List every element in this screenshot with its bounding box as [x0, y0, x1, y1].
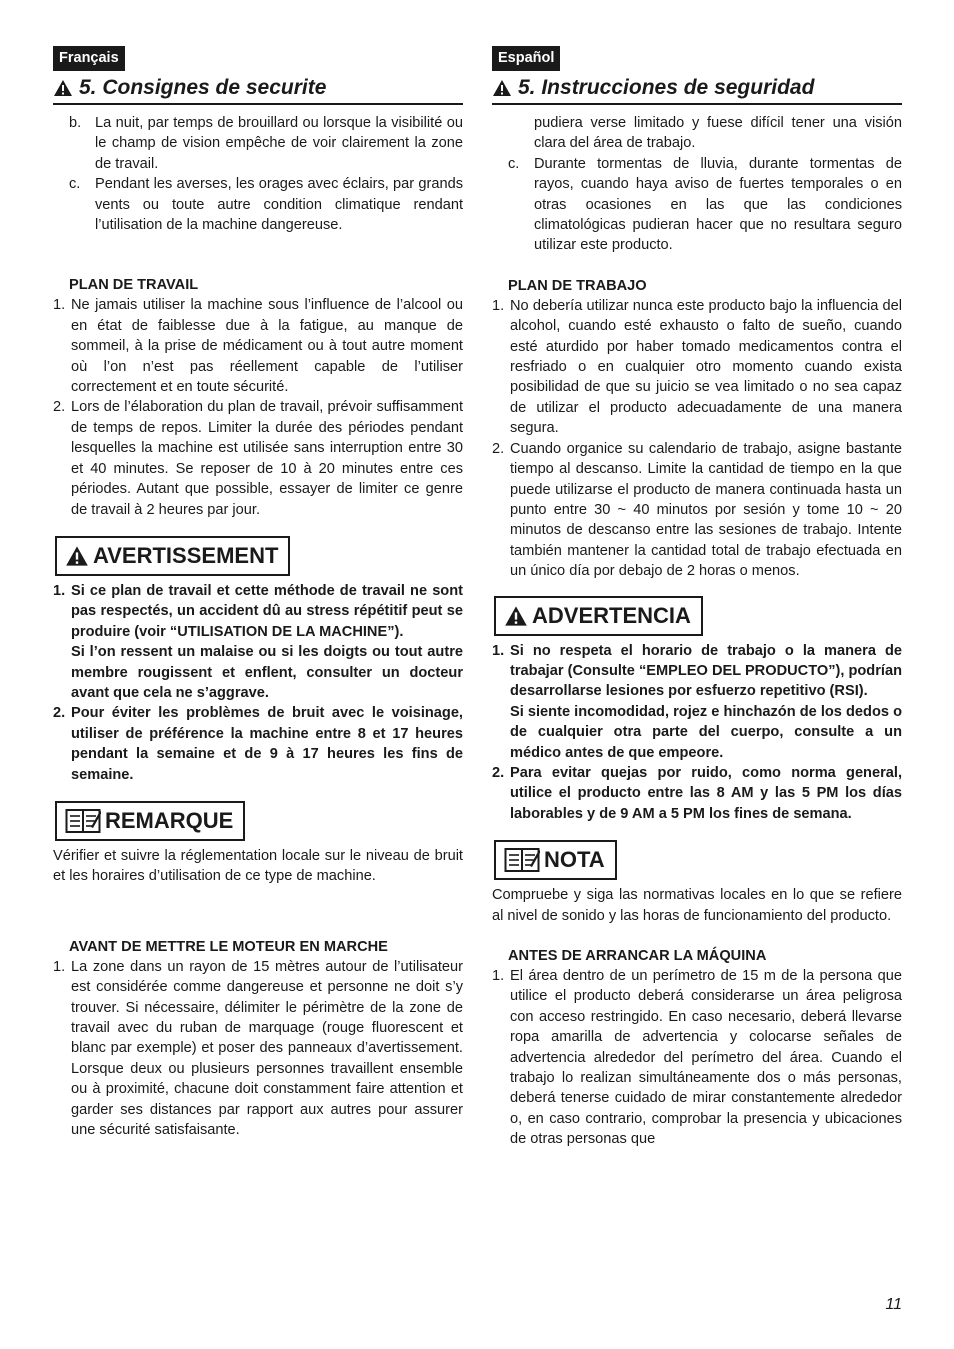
- french-column: [53, 46, 463, 1140]
- warning-text-2: Si l’on ressent un malaise ou si les doigts ou tout autre membre rougissent et enflent, consulter un docteur avant que cela ne s’aggrave.: [71, 644, 463, 701]
- start-heading: AVANT DE METTRE LE MOTEUR EN MARCHE: [69, 938, 388, 955]
- plan-list: [53, 295, 463, 519]
- list-text: Pendant les averses, les orages avec éclairs, par grands vents ou toute autre condition climatique rendant l’utilisation de la machine dangereuse.: [95, 176, 463, 234]
- list-item: [53, 174, 463, 235]
- list-item: [53, 113, 463, 174]
- list-item: [53, 703, 463, 785]
- note-box: [55, 801, 245, 841]
- note-text: Vérifier et suivre la réglementation locale sur le niveau de bruit et les horaires d’utilisation de ce type de machine.: [53, 847, 463, 885]
- warning-label: ADVERTENCIA: [532, 602, 691, 628]
- section-title-text: 5. Consignes de securite: [79, 76, 327, 99]
- list-marker: 1.: [53, 958, 66, 975]
- list-text: [71, 581, 463, 703]
- start-heading: ANTES DE ARRANCAR LA MÁQUINA: [508, 948, 767, 964]
- list-item: [492, 966, 902, 1150]
- list-item: [492, 763, 902, 824]
- list-text: [510, 641, 902, 763]
- list-item: [492, 296, 902, 439]
- list-item: [53, 581, 463, 703]
- warning-list: [492, 641, 902, 825]
- list-marker: b.: [69, 115, 82, 131]
- page-number: 11: [885, 1296, 902, 1313]
- list-item: [53, 295, 463, 397]
- intro-list: [492, 113, 902, 256]
- list-marker: 1.: [53, 582, 66, 599]
- warning-list: [53, 581, 463, 785]
- plan-heading: PLAN DE TRAVAIL: [69, 277, 199, 294]
- list-item: [492, 113, 902, 154]
- list-item: [492, 439, 902, 582]
- list-text: Lors de l’élaboration du plan de travail, prévoir suffisamment de temps de repos. Limiter la durée des périodes pendant lesquelles la machine est utilisée sans interruption entre 30 et 40 minutes. Se reposer de 10 à 20 minutes entre ces périodes. Autant que possible, essayer de limiter ce genre de travail à 2 heures par jour.: [71, 399, 463, 518]
- warning-triangle-icon: [65, 545, 89, 567]
- list-text: La nuit, par temps de brouillard ou lorsque la visibilité ou le champ de vision empêche de voir clairement la zone de travail.: [95, 115, 463, 172]
- warning-triangle-icon: [492, 79, 512, 97]
- list-item: [492, 154, 902, 256]
- list-marker: 1.: [492, 297, 505, 314]
- list-text: El área dentro de un perímetro de 15 m de la persona que utilice el producto deberá considerarse un área peligrosa con acceso restringido. En caso necesario, deberá llevarse ropa amarilla de advertencia y colocarse señales de advertencia alrededor del perímetro del área. Cuando el trabajo lo realizan simultáneamente dos o más personas, deberá tenerse cuidado de mirar constantemente alrededor o, en caso contrario, comprobar la presencia y ubicaciones de otras personas que: [510, 968, 902, 1148]
- warning-text: Si no respeta el horario de trabajo o la manera de trabajar (Consulte “EMPLEO DEL PRODUCTO”), podrían desarrollarse lesiones por esfuerzo repetitivo (RSI).: [510, 642, 902, 700]
- plan-heading: PLAN DE TRABAJO: [508, 277, 647, 294]
- list-marker: 1.: [53, 297, 66, 314]
- warning-triangle-icon: [504, 605, 528, 627]
- note-label: REMARQUE: [105, 807, 234, 833]
- warning-box: [55, 536, 290, 576]
- note-text: Compruebe y siga las normativas locales en lo que se refiere al nivel de sonido y las horas de funcionamiento del producto.: [492, 887, 902, 924]
- list-item: [53, 957, 463, 1141]
- warning-label: AVERTISSEMENT: [93, 542, 279, 568]
- intro-list: [53, 113, 463, 235]
- list-text: pudiera verse limitado y fuese difícil tener una visión clara del área de trabajo.: [534, 115, 902, 152]
- list-item: [53, 397, 463, 519]
- list-marker: 2.: [53, 399, 66, 416]
- list-marker: 2.: [492, 440, 505, 457]
- list-text: Cuando organice su calendario de trabajo, asigne bastante tiempo al descanso. Limite la cantidad de tiempo en la que puede utilizarse el producto de manera continuada hasta un punto entre 30 ~ 40 minutos por sesión y tome 10 ~ 20 minutos de descanso entre las sesiones de trabajo. Intente también mantener la cantidad total de trabajo efectuada en un único día por debajo de 2 horas o menos.: [510, 440, 902, 580]
- warning-text-2: Si siente incomodidad, rojez e hinchazón de los dedos o de cualquier otra parte del cuerpo, consulte a un médico antes de que empeore.: [510, 703, 902, 761]
- list-marker: 1.: [492, 642, 505, 659]
- list-text: Ne jamais utiliser la machine sous l’influence de l’alcool ou en état de faiblesse due à la fatigue, au manque de sommeil, à la prise de médicament ou à tout autre moment où l’on n’est pas réellement capable de l’utiliser correctement et en toute sécurité.: [71, 297, 463, 396]
- note-icon: [65, 808, 101, 834]
- start-list: [492, 966, 902, 1150]
- list-text: La zone dans un rayon de 15 mètres autour de l’utilisateur est considérée comme dangereuse et personne ne doit s’y trouver. Si nécessaire, délimiter le périmètre de la zone de travail avec du ruban de marquage (rouge fluorescent et blanc par exemple) et poser des panneaux d’avertissement. Lorsque deux ou plusieurs personnes travaillent ensemble ou à proximité, chacune doit constamment faire attention et garder ses distances par rapport aux autres pour assurer une sécurité satisfaisante.: [71, 958, 463, 1139]
- section-title: [492, 75, 902, 105]
- warning-box: [494, 596, 703, 636]
- list-marker: c.: [508, 155, 520, 172]
- warning-text: Si ce plan de travail et cette méthode de travail ne sont pas respectés, un accident dû au stress répétitif peut se produire (voir “UTILISATION DE LA MACHINE”).: [71, 582, 463, 640]
- language-tag: Français: [53, 46, 125, 71]
- note-label: NOTA: [544, 847, 605, 873]
- note-icon: [504, 847, 540, 873]
- language-tag: Español: [492, 46, 560, 71]
- list-marker: c.: [69, 176, 81, 193]
- start-list: [53, 957, 463, 1141]
- list-text: No debería utilizar nunca este producto bajo la influencia del alcohol, cuando esté exhausto o falto de sueño, cuando esté aturdido por haber tomado medicamentos contra el resfriado o en cualquier otro momento cuando exista posibilidad de que su juicio se vea limitado o no sea capaz de utilizar el producto adecuadamente de una manera segura.: [510, 297, 902, 437]
- list-marker: 2.: [53, 705, 66, 722]
- list-text: Para evitar quejas por ruido, como norma general, utilice el producto entre las 8 AM y las 5 PM los días laborables y de 9 AM a 5 PM los fines de semana.: [510, 764, 902, 822]
- list-marker: 2.: [492, 764, 505, 781]
- section-title-text: 5. Instrucciones de seguridad: [518, 76, 815, 99]
- note-box: [494, 840, 617, 880]
- warning-triangle-icon: [53, 79, 73, 97]
- list-text: Pour éviter les problèmes de bruit avec le voisinage, utiliser de préférence la machine entre 8 et 17 heures pendant la semaine et de 9 à 17 heures les fins de semaine.: [71, 705, 463, 783]
- list-item: [492, 641, 902, 763]
- list-text: Durante tormentas de lluvia, durante tormentas de rayos, cuando haya aviso de fuertes temporales o en otras ocasiones en las que las condiciones climatológicas pudieran hacer que no resultara seguro utilizar este producto.: [534, 155, 902, 254]
- section-title: [53, 75, 463, 105]
- plan-list: [492, 296, 902, 582]
- spanish-column: [492, 46, 902, 1150]
- list-marker: 1.: [492, 968, 505, 984]
